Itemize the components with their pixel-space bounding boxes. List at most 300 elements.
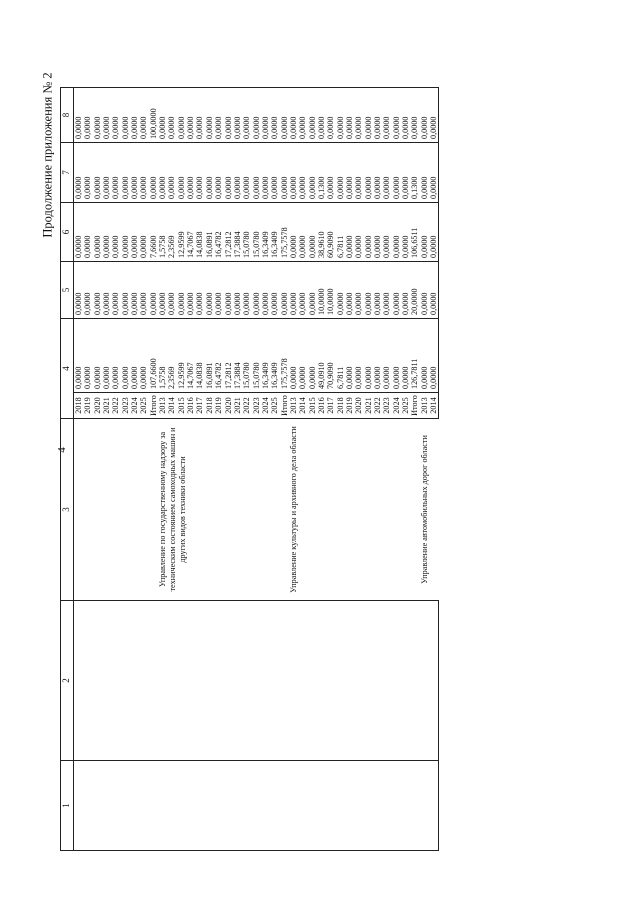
- cell-col-1: [158, 761, 167, 851]
- col6-cell: 175,7578: [280, 203, 289, 262]
- table-row: [420, 39, 429, 851]
- cell-col-1: [111, 761, 120, 851]
- col6-cell: 0,0000: [308, 203, 317, 262]
- cell-col-1: [401, 761, 410, 851]
- col6-cell: 0,0000: [345, 203, 354, 262]
- cell-col-2: [410, 601, 419, 761]
- col5-cell: 0,0000: [252, 262, 261, 319]
- col7-cell: 0,0000: [186, 143, 195, 203]
- col5-cell: 0,0000: [298, 262, 307, 319]
- col6-cell: 2,3569: [167, 203, 176, 262]
- col6-cell: 0,0000: [121, 203, 130, 262]
- department-name: Управление культуры и архивного дела области: [289, 419, 420, 601]
- col6-cell: 0,0000: [373, 203, 382, 262]
- col-header-5: 5: [61, 262, 74, 319]
- col7-cell: 0,0000: [252, 143, 261, 203]
- department-name: [111, 419, 120, 601]
- cell-col-1: [177, 761, 186, 851]
- col5-cell: 0,0000: [111, 262, 120, 319]
- department-name: [74, 419, 84, 601]
- col5-cell: 0,0000: [121, 262, 130, 319]
- col5-cell: 0,0000: [205, 262, 214, 319]
- cell-col-1: [74, 761, 84, 851]
- col6-cell: 0,0000: [111, 203, 120, 262]
- department-name: [93, 419, 102, 601]
- col7-cell: 0,0000: [373, 143, 382, 203]
- year-cell: 2025: [270, 393, 279, 419]
- year-cell: 2015: [308, 393, 317, 419]
- col8-cell: 0,0000: [261, 88, 270, 143]
- col7-cell: 0,0000: [364, 143, 373, 203]
- col7-cell: 0,0000: [224, 143, 233, 203]
- col6-cell: 0,0000: [289, 203, 298, 262]
- year-cell: 2014: [167, 393, 176, 419]
- cell-col-1: [93, 761, 102, 851]
- total-cell: 107,6600: [149, 319, 158, 393]
- col6-cell: 0,0000: [420, 203, 429, 262]
- col7-cell: 0,0000: [392, 143, 401, 203]
- total-cell: 0,0000: [121, 319, 130, 393]
- year-cell: 2020: [224, 393, 233, 419]
- col7-cell: 0,0000: [214, 143, 223, 203]
- col6-cell: 0,0000: [298, 203, 307, 262]
- total-cell: 0,0000: [354, 319, 363, 393]
- col8-cell: 0,0000: [392, 88, 401, 143]
- cell-col-1: [364, 761, 373, 851]
- cell-col-1: [102, 761, 111, 851]
- col8-cell: 0,0000: [429, 88, 439, 143]
- year-cell: 2016: [317, 393, 326, 419]
- col6-cell: 6,7811: [336, 203, 345, 262]
- col8-cell: 0,0000: [373, 88, 382, 143]
- col8-cell: 0,0000: [214, 88, 223, 143]
- col5-cell: 20,0000: [410, 262, 419, 319]
- col5-cell: 10,0000: [317, 262, 326, 319]
- page-number: 4: [56, 447, 68, 453]
- col8-cell: 0,0000: [326, 88, 335, 143]
- cell-col-2: [336, 601, 345, 761]
- col6-cell: 15,0780: [252, 203, 261, 262]
- table-row: [139, 39, 148, 851]
- col8-cell: 0,0000: [308, 88, 317, 143]
- col6-cell: 0,0000: [382, 203, 391, 262]
- cell-col-1: [186, 761, 195, 851]
- col8-cell: 0,0000: [298, 88, 307, 143]
- department-name: [83, 419, 92, 601]
- col8-cell: 0,0000: [195, 88, 204, 143]
- cell-col-2: [392, 601, 401, 761]
- cell-col-1: [205, 761, 214, 851]
- col5-cell: 0,0000: [83, 262, 92, 319]
- col6-cell: 15,0780: [242, 203, 251, 262]
- cell-col-1: [139, 761, 148, 851]
- col-header-year: 4: [61, 319, 74, 419]
- total-cell: 17,2812: [224, 319, 233, 393]
- cell-col-1: [121, 761, 130, 851]
- cell-col-2: [149, 601, 158, 761]
- col7-cell: 0,0000: [177, 143, 186, 203]
- table-row: [289, 39, 298, 851]
- col7-cell: 0,1300: [410, 143, 419, 203]
- cell-col-2: [242, 601, 251, 761]
- total-cell: 0,0000: [83, 319, 92, 393]
- cell-col-2: [364, 601, 373, 761]
- total-cell: 0,0000: [74, 319, 84, 393]
- cell-col-1: [308, 761, 317, 851]
- col8-cell: 0,0000: [336, 88, 345, 143]
- col7-cell: 0,0000: [167, 143, 176, 203]
- table-row: [130, 39, 139, 851]
- col-header-6: 6: [61, 203, 74, 262]
- col6-cell: 60,9090: [326, 203, 335, 262]
- cell-col-2: [111, 601, 120, 761]
- year-cell: 2024: [261, 393, 270, 419]
- col8-cell: 0,0000: [401, 88, 410, 143]
- col8-cell: 0,0000: [252, 88, 261, 143]
- year-cell: 2013: [289, 393, 298, 419]
- cell-col-1: [298, 761, 307, 851]
- col7-cell: 0,0000: [270, 143, 279, 203]
- cell-col-1: [270, 761, 279, 851]
- cell-col-2: [401, 601, 410, 761]
- year-cell: 2023: [121, 393, 130, 419]
- col7-cell: 0,0000: [195, 143, 204, 203]
- col7-cell: 0,0000: [401, 143, 410, 203]
- col5-cell: 0,0000: [336, 262, 345, 319]
- col5-cell: 0,0000: [280, 262, 289, 319]
- cell-col-2: [261, 601, 270, 761]
- col8-cell: 0,0000: [420, 88, 429, 143]
- year-cell: 2014: [429, 393, 439, 419]
- cell-col-2: [298, 601, 307, 761]
- col7-cell: 0,0000: [205, 143, 214, 203]
- rotated-page-content: [60, 39, 582, 851]
- table-row: [111, 39, 120, 851]
- col6-cell: 17,2812: [224, 203, 233, 262]
- col8-cell: 0,0000: [121, 88, 130, 143]
- cell-col-1: [382, 761, 391, 851]
- col8-cell: 0,0000: [242, 88, 251, 143]
- col7-cell: 0,0000: [130, 143, 139, 203]
- year-cell: 2022: [373, 393, 382, 419]
- total-cell: 17,3884: [233, 319, 242, 393]
- col8-cell: 0,0000: [158, 88, 167, 143]
- col6-cell: 16,4782: [214, 203, 223, 262]
- year-cell: 2023: [382, 393, 391, 419]
- cell-col-1: [336, 761, 345, 851]
- col7-cell: 0,0000: [83, 143, 92, 203]
- col7-cell: 0,0000: [93, 143, 102, 203]
- year-cell: 2018: [205, 393, 214, 419]
- cell-col-2: [167, 601, 176, 761]
- cell-col-1: [429, 761, 439, 851]
- cell-col-2: [224, 601, 233, 761]
- col6-cell: 0,0000: [392, 203, 401, 262]
- total-cell: 2,3569: [167, 319, 176, 393]
- year-cell: 2019: [83, 393, 92, 419]
- total-cell: 6,7811: [336, 319, 345, 393]
- cell-col-1: [373, 761, 382, 851]
- total-cell: 16,3409: [270, 319, 279, 393]
- total-cell: 0,0000: [93, 319, 102, 393]
- cell-col-2: [252, 601, 261, 761]
- col6-cell: 0,0000: [130, 203, 139, 262]
- year-cell: Итого: [410, 393, 419, 419]
- year-cell: 2024: [130, 393, 139, 419]
- table-row: [149, 39, 158, 851]
- col5-cell: 0,0000: [102, 262, 111, 319]
- cell-col-1: [280, 761, 289, 851]
- cell-col-2: [373, 601, 382, 761]
- department-name: [139, 419, 148, 601]
- col5-cell: 0,0000: [392, 262, 401, 319]
- cell-col-2: [270, 601, 279, 761]
- col-header-1: 1: [61, 761, 74, 851]
- year-cell: 2014: [298, 393, 307, 419]
- year-cell: 2024: [392, 393, 401, 419]
- col-header-2: 2: [61, 601, 74, 761]
- cell-col-2: [345, 601, 354, 761]
- appendix-heading: Продолжение приложения № 2: [40, 72, 55, 238]
- col5-cell: 0,0000: [345, 262, 354, 319]
- year-cell: 2025: [401, 393, 410, 419]
- col8-cell: 0,0000: [410, 88, 419, 143]
- col6-cell: 14,7067: [186, 203, 195, 262]
- year-cell: 2022: [242, 393, 251, 419]
- total-cell: 0,0000: [111, 319, 120, 393]
- cell-col-2: [289, 601, 298, 761]
- budget-table: [60, 38, 439, 851]
- total-cell: 0,0000: [139, 319, 148, 393]
- total-cell: 0,0000: [373, 319, 382, 393]
- col8-cell: 0,0000: [317, 88, 326, 143]
- table-row: [121, 39, 130, 851]
- total-cell: 1,5758: [158, 319, 167, 393]
- col6-cell: 0,0000: [93, 203, 102, 262]
- cell-col-2: [317, 601, 326, 761]
- cell-col-1: [420, 761, 429, 851]
- cell-col-1: [392, 761, 401, 851]
- col5-cell: 0,0000: [158, 262, 167, 319]
- col6-cell: 17,3884: [233, 203, 242, 262]
- cell-col-1: [252, 761, 261, 851]
- total-cell: 15,0780: [242, 319, 251, 393]
- col5-cell: 0,0000: [74, 262, 84, 319]
- col7-cell: 0,0000: [111, 143, 120, 203]
- cell-col-2: [121, 601, 130, 761]
- year-cell: 2019: [214, 393, 223, 419]
- col5-cell: 0,0000: [233, 262, 242, 319]
- cell-col-2: [83, 601, 92, 761]
- col7-cell: 0,0000: [233, 143, 242, 203]
- cell-col-2: [74, 601, 84, 761]
- col5-cell: 0,0000: [308, 262, 317, 319]
- total-cell: 16,4782: [214, 319, 223, 393]
- year-cell: 2019: [345, 393, 354, 419]
- total-cell: 0,0000: [429, 319, 439, 393]
- cell-col-2: [186, 601, 195, 761]
- year-cell: 2016: [186, 393, 195, 419]
- col7-cell: 0,0000: [429, 143, 439, 203]
- col7-cell: 0,0000: [102, 143, 111, 203]
- col5-cell: 0,0000: [130, 262, 139, 319]
- col7-cell: 0,0000: [121, 143, 130, 203]
- total-cell: 15,0780: [252, 319, 261, 393]
- department-name: [149, 419, 158, 601]
- cell-col-1: [149, 761, 158, 851]
- total-cell: 0,0000: [382, 319, 391, 393]
- col6-cell: 106,6511: [410, 203, 419, 262]
- col7-cell: 0,0000: [139, 143, 148, 203]
- col7-cell: 0,0000: [149, 143, 158, 203]
- department-name: [130, 419, 139, 601]
- col7-cell: 0,0000: [336, 143, 345, 203]
- col8-cell: 0,0000: [83, 88, 92, 143]
- col8-cell: 0,0000: [270, 88, 279, 143]
- department-name: [121, 419, 130, 601]
- cell-col-2: [102, 601, 111, 761]
- cell-col-2: [420, 601, 429, 761]
- col8-cell: 0,0000: [177, 88, 186, 143]
- total-cell: 0,0000: [345, 319, 354, 393]
- col8-cell: 0,0000: [93, 88, 102, 143]
- cell-col-1: [345, 761, 354, 851]
- col-header-3: 3: [61, 419, 74, 601]
- cell-col-2: [429, 601, 439, 761]
- col8-cell: 0,0000: [186, 88, 195, 143]
- col5-cell: 0,0000: [195, 262, 204, 319]
- year-cell: Итого: [280, 393, 289, 419]
- total-cell: 0,0000: [130, 319, 139, 393]
- col7-cell: 0,0000: [354, 143, 363, 203]
- col5-cell: 0,0000: [93, 262, 102, 319]
- year-cell: 2013: [420, 393, 429, 419]
- year-cell: 2017: [326, 393, 335, 419]
- cell-col-1: [233, 761, 242, 851]
- col6-cell: 38,9610: [317, 203, 326, 262]
- col8-cell: 0,0000: [130, 88, 139, 143]
- year-cell: 2022: [111, 393, 120, 419]
- col5-cell: 0,0000: [364, 262, 373, 319]
- cell-col-1: [214, 761, 223, 851]
- col8-cell: 0,0000: [167, 88, 176, 143]
- year-cell: 2025: [139, 393, 148, 419]
- col6-cell: 16,3409: [270, 203, 279, 262]
- cell-col-2: [158, 601, 167, 761]
- col6-cell: 0,0000: [429, 203, 439, 262]
- col6-cell: 0,0000: [83, 203, 92, 262]
- cell-col-1: [410, 761, 419, 851]
- total-cell: 14,0838: [195, 319, 204, 393]
- col5-cell: 0,0000: [261, 262, 270, 319]
- col5-cell: 0,0000: [270, 262, 279, 319]
- cell-col-1: [289, 761, 298, 851]
- col7-cell: 0,1300: [317, 143, 326, 203]
- cell-col-1: [354, 761, 363, 851]
- cell-col-2: [233, 601, 242, 761]
- year-cell: 2013: [158, 393, 167, 419]
- col6-cell: 14,0838: [195, 203, 204, 262]
- year-cell: 2021: [102, 393, 111, 419]
- col5-cell: 0,0000: [354, 262, 363, 319]
- table-row: [83, 39, 92, 851]
- col6-cell: 0,0000: [401, 203, 410, 262]
- total-cell: 0,0000: [298, 319, 307, 393]
- col8-cell: 100,0000: [149, 88, 158, 143]
- col7-cell: 0,0000: [74, 143, 84, 203]
- year-cell: 2020: [93, 393, 102, 419]
- total-cell: 0,0000: [392, 319, 401, 393]
- cell-col-2: [326, 601, 335, 761]
- total-cell: 0,0000: [401, 319, 410, 393]
- table-row: [93, 39, 102, 851]
- cell-col-1: [195, 761, 204, 851]
- col8-cell: 0,0000: [111, 88, 120, 143]
- cell-col-2: [195, 601, 204, 761]
- col6-cell: 0,0000: [364, 203, 373, 262]
- col6-cell: 7,6600: [149, 203, 158, 262]
- department-name: Управление по государственному надзору за техническим состоянием самоходных машин и других видов техники области: [158, 419, 289, 601]
- department-name: Управление автомобильных дорог области: [420, 419, 439, 601]
- col8-cell: 0,0000: [139, 88, 148, 143]
- col7-cell: 0,0000: [280, 143, 289, 203]
- cell-col-1: [261, 761, 270, 851]
- year-cell: 2017: [195, 393, 204, 419]
- cell-col-1: [130, 761, 139, 851]
- col5-cell: 0,0000: [242, 262, 251, 319]
- col8-cell: 0,0000: [289, 88, 298, 143]
- col5-cell: 0,0000: [224, 262, 233, 319]
- cell-col-2: [130, 601, 139, 761]
- col7-cell: 0,0000: [308, 143, 317, 203]
- total-cell: 16,0891: [205, 319, 214, 393]
- col5-cell: 0,0000: [177, 262, 186, 319]
- col8-cell: 0,0000: [205, 88, 214, 143]
- col6-cell: 0,0000: [74, 203, 84, 262]
- col8-cell: 0,0000: [382, 88, 391, 143]
- year-cell: 2021: [233, 393, 242, 419]
- table-row: [74, 39, 84, 851]
- col5-cell: 0,0000: [401, 262, 410, 319]
- col7-cell: 0,0000: [298, 143, 307, 203]
- total-cell: 175,7578: [280, 319, 289, 393]
- col6-cell: 16,3409: [261, 203, 270, 262]
- col7-cell: 0,0000: [382, 143, 391, 203]
- cell-col-1: [167, 761, 176, 851]
- table-body: [74, 39, 439, 851]
- total-cell: 0,0000: [420, 319, 429, 393]
- col8-cell: 0,0000: [345, 88, 354, 143]
- cell-col-1: [224, 761, 233, 851]
- total-cell: 0,0000: [308, 319, 317, 393]
- year-cell: 2015: [177, 393, 186, 419]
- col5-cell: 0,0000: [139, 262, 148, 319]
- col7-cell: 0,0000: [345, 143, 354, 203]
- total-cell: 14,7067: [186, 319, 195, 393]
- cell-col-2: [214, 601, 223, 761]
- cell-col-1: [83, 761, 92, 851]
- table-row: [158, 39, 167, 851]
- col5-cell: 0,0000: [429, 262, 439, 319]
- col-header-8: 8: [61, 88, 74, 143]
- year-cell: 2023: [252, 393, 261, 419]
- cell-col-1: [326, 761, 335, 851]
- total-cell: 126,7811: [410, 319, 419, 393]
- year-cell: 2020: [354, 393, 363, 419]
- col8-cell: 0,0000: [224, 88, 233, 143]
- col7-cell: 0,0000: [158, 143, 167, 203]
- total-cell: 16,3409: [261, 319, 270, 393]
